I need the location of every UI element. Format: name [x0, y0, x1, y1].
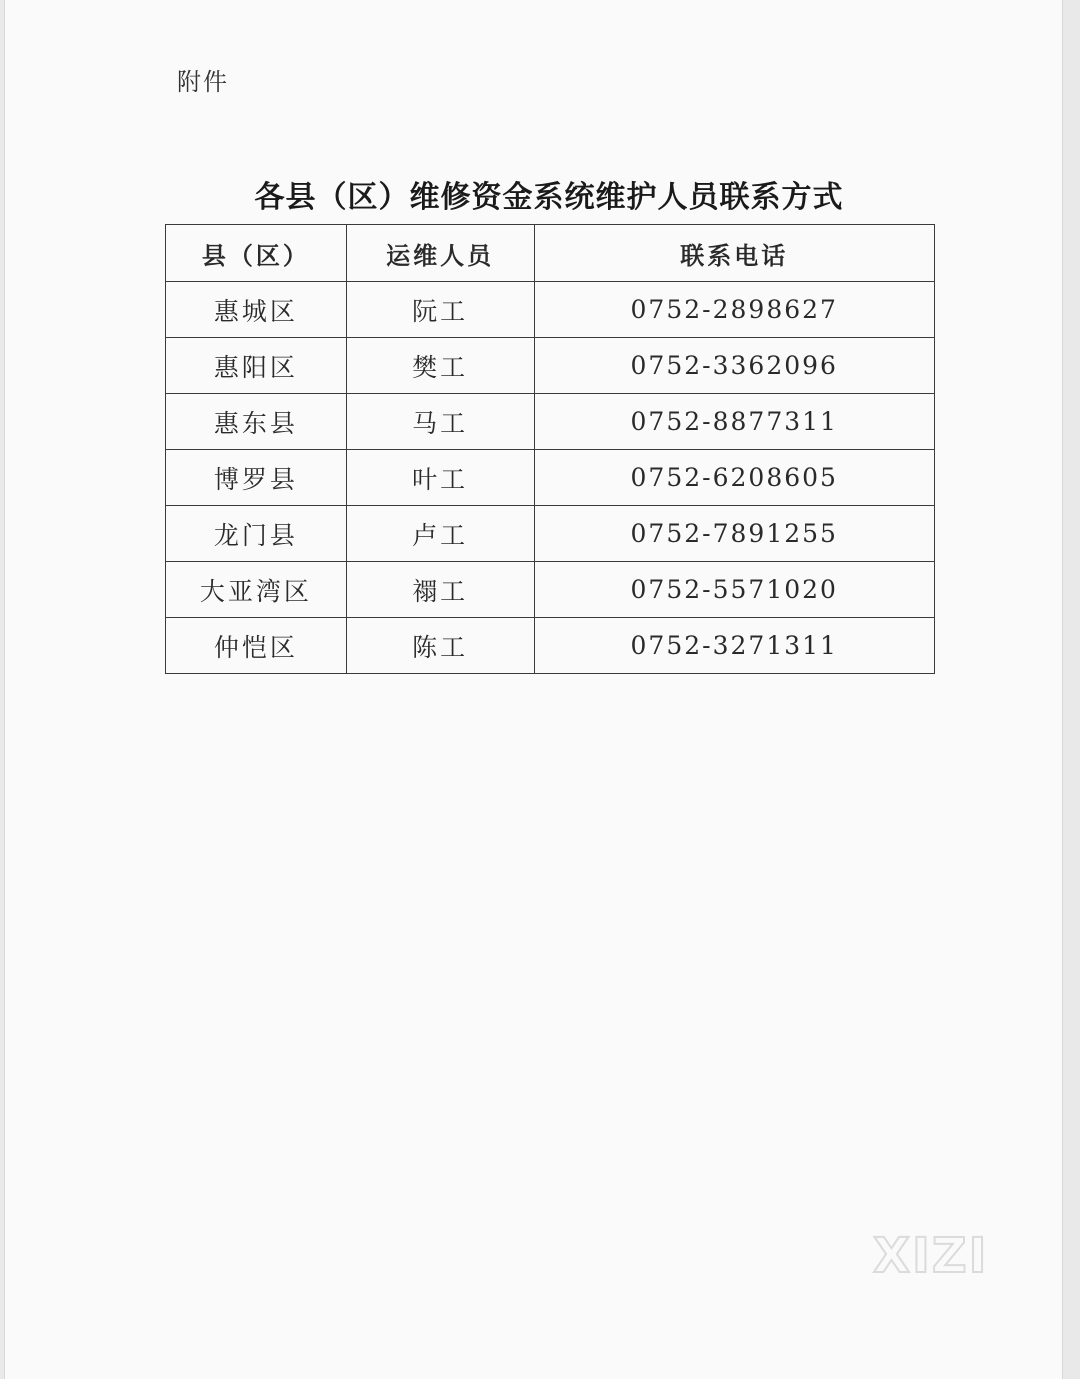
table-row	[166, 618, 935, 674]
table-row	[166, 506, 935, 562]
header-staff: 运维人员	[346, 225, 534, 282]
phone-cell: 0752-8877311	[534, 394, 935, 450]
phone-cell: 0752-2898627	[534, 282, 935, 338]
staff-cell: 叶工	[346, 450, 534, 506]
district-cell: 惠阳区	[166, 338, 347, 394]
watermark-logo: XIZI	[873, 1228, 989, 1284]
staff-cell: 陈工	[346, 618, 534, 674]
staff-cell: 樊工	[346, 338, 534, 394]
header-district: 县（区）	[166, 225, 347, 282]
district-cell: 惠东县	[166, 394, 347, 450]
phone-cell: 0752-5571020	[534, 562, 935, 618]
staff-cell: 禤工	[346, 562, 534, 618]
document-title: 各县（区）维修资金系统维护人员联系方式	[254, 180, 844, 215]
attachment-label: 附件	[177, 68, 229, 96]
staff-cell: 马工	[346, 394, 534, 450]
table-row	[166, 450, 935, 506]
district-cell: 龙门县	[166, 506, 347, 562]
table-row	[166, 282, 935, 338]
phone-cell: 0752-3271311	[534, 618, 935, 674]
contact-table	[165, 224, 935, 674]
district-cell: 博罗县	[166, 450, 347, 506]
staff-cell: 卢工	[346, 506, 534, 562]
table-header-row	[166, 225, 935, 282]
phone-cell: 0752-7891255	[534, 506, 935, 562]
staff-cell: 阮工	[346, 282, 534, 338]
document-page	[5, 0, 1062, 1379]
district-cell: 仲恺区	[166, 618, 347, 674]
table-row	[166, 394, 935, 450]
district-cell: 大亚湾区	[166, 562, 347, 618]
phone-cell: 0752-3362096	[534, 338, 935, 394]
table-row	[166, 338, 935, 394]
phone-cell: 0752-6208605	[534, 450, 935, 506]
header-phone: 联系电话	[534, 225, 935, 282]
district-cell: 惠城区	[166, 282, 347, 338]
table-row	[166, 562, 935, 618]
